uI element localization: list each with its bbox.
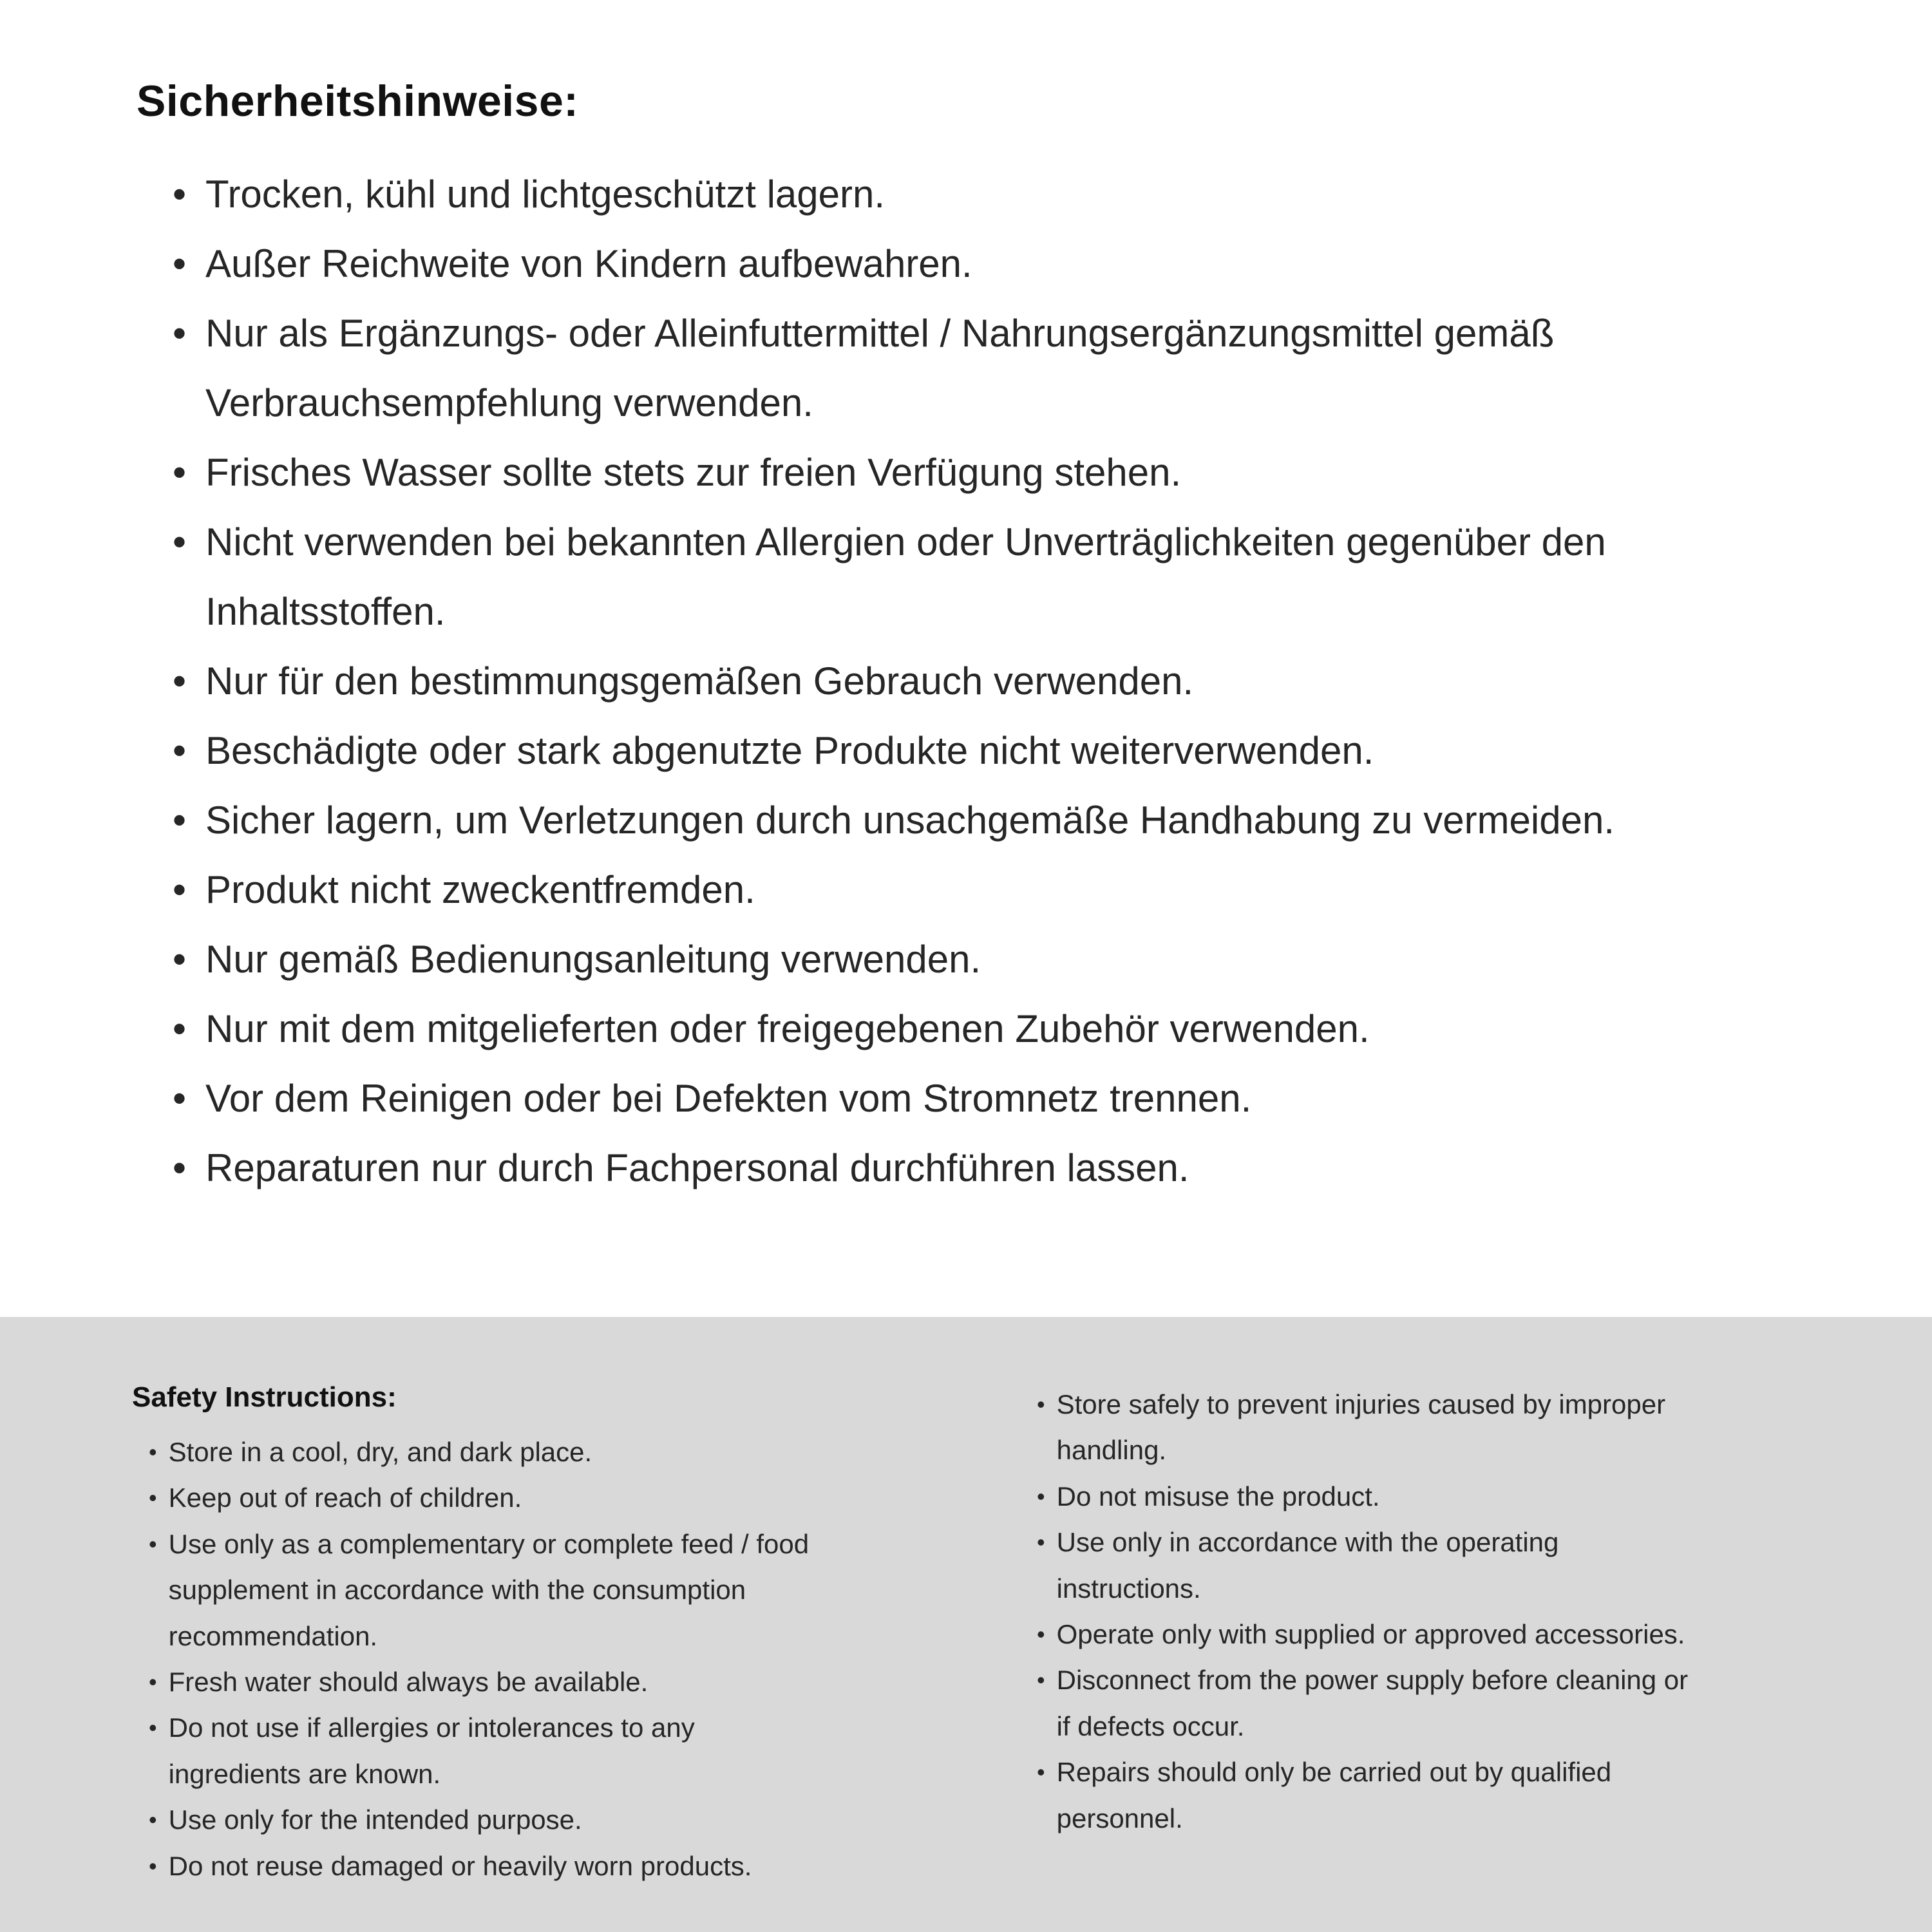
bullet-icon: • (173, 1077, 187, 1120)
list-item-text: Nur gemäß Bedienungsanleitung verwenden. (205, 938, 981, 981)
bullet-icon: • (1037, 1667, 1045, 1694)
german-safety-list-item (173, 855, 1835, 925)
bullet-icon: • (173, 520, 187, 564)
english-left-column (132, 1381, 815, 1889)
bullet-icon: • (173, 1007, 187, 1050)
list-item-text: Do not use if allergies or intolerances to any ingredients are known. (168, 1712, 695, 1789)
bullet-icon: • (173, 173, 187, 216)
german-safety-list-item (173, 925, 1835, 994)
list-item-text: Produkt nicht zweckentfremden. (205, 868, 755, 911)
bullet-icon: • (1037, 1529, 1045, 1556)
english-safety-list-item (149, 1521, 815, 1659)
german-safety-list-item (173, 160, 1835, 229)
list-item-text: Frisches Wasser sollte stets zur freien Verfügung stehen. (205, 451, 1182, 494)
english-safety-list-item (149, 1429, 815, 1475)
german-safety-list (173, 160, 1835, 1203)
bullet-icon: • (173, 242, 187, 285)
german-safety-list-item (173, 716, 1835, 786)
german-safety-list-item (173, 786, 1835, 855)
list-item-text: Fresh water should always be available. (168, 1666, 649, 1697)
list-item-text: Reparaturen nur durch Fachpersonal durchführen lassen. (205, 1146, 1189, 1189)
list-item-text: Beschädigte oder stark abgenutzte Produkte nicht weiterverwenden. (205, 729, 1374, 772)
list-item-text: Disconnect from the power supply before cleaning or if defects occur. (1056, 1665, 1689, 1741)
german-safety-list-item (173, 994, 1835, 1064)
bullet-icon: • (149, 1530, 157, 1557)
bullet-icon: • (149, 1439, 157, 1465)
bullet-icon: • (173, 799, 187, 842)
bullet-icon: • (1037, 1620, 1045, 1647)
bullet-icon: • (149, 1852, 157, 1879)
english-safety-section (0, 1317, 1932, 1932)
bullet-icon: • (1037, 1482, 1045, 1510)
bullet-icon: • (173, 451, 187, 494)
bullet-icon: • (149, 1806, 157, 1833)
english-section-title: Safety Instructions: (132, 1381, 397, 1413)
list-item-text: Sicher lagern, um Verletzungen durch unsachgemäße Handhabung zu vermeiden. (205, 799, 1615, 842)
list-item-text: Nicht verwenden bei bekannten Allergien oder Unverträglichkeiten gegenüber den Inhaltsstoffen. (205, 520, 1606, 633)
english-safety-list-item (1037, 1657, 1719, 1749)
list-item-text: Vor dem Reinigen oder bei Defekten vom Stromnetz trennen. (205, 1077, 1252, 1120)
list-item-text: Repairs should only be carried out by qualified personnel. (1056, 1757, 1612, 1833)
english-safety-list-item (1037, 1749, 1719, 1841)
english-safety-list-right (1037, 1381, 1719, 1841)
list-item-text: Operate only with supplied or approved accessories. (1056, 1618, 1685, 1649)
bullet-icon: • (173, 729, 187, 772)
german-safety-list-item (173, 647, 1835, 716)
bullet-icon: • (173, 659, 187, 703)
bullet-icon: • (149, 1714, 157, 1741)
german-safety-list-item (173, 299, 1835, 438)
bullet-icon: • (173, 938, 187, 981)
list-item-text: Use only for the intended purpose. (168, 1804, 582, 1835)
list-item-text: Keep out of reach of children. (168, 1482, 522, 1513)
bullet-icon: • (173, 312, 187, 355)
list-item-text: Nur mit dem mitgelieferten oder freigegebenen Zubehör verwenden. (205, 1007, 1370, 1050)
list-item-text: Außer Reichweite von Kindern aufbewahren. (205, 242, 972, 285)
english-safety-list-left (149, 1429, 815, 1889)
list-item-text: Nur für den bestimmungsgemäßen Gebrauch verwenden. (205, 659, 1194, 703)
german-safety-list-item (173, 1133, 1835, 1203)
list-item-text: Store safely to prevent injuries caused by improper handling. (1056, 1389, 1666, 1466)
bullet-icon: • (149, 1484, 157, 1511)
english-safety-list-item (149, 1475, 815, 1520)
english-safety-list-item (149, 1797, 815, 1842)
list-item-text: Store in a cool, dry, and dark place. (168, 1437, 592, 1467)
english-safety-list-item (1037, 1473, 1719, 1519)
english-right-column (1037, 1381, 1719, 1841)
english-safety-list-item (1037, 1519, 1719, 1611)
english-safety-list-item (149, 1705, 815, 1797)
english-safety-list-item (1037, 1381, 1719, 1473)
german-section-title: Sicherheitshinweise: (137, 77, 579, 126)
list-item-text: Use only as a complementary or complete feed / food supplement in accordance with the consumption recommendation. (168, 1528, 810, 1651)
english-safety-list-item (149, 1843, 815, 1889)
german-safety-list-item (173, 438, 1835, 507)
german-safety-list-item (173, 1064, 1835, 1133)
bullet-icon: • (149, 1668, 157, 1695)
english-safety-list-item (149, 1659, 815, 1705)
german-safety-list-item (173, 229, 1835, 299)
list-item-text: Do not reuse damaged or heavily worn products. (168, 1850, 752, 1881)
german-safety-list-item (173, 507, 1835, 647)
bullet-icon: • (173, 1146, 187, 1189)
bullet-icon: • (173, 868, 187, 911)
list-item-text: Do not misuse the product. (1056, 1481, 1380, 1511)
list-item-text: Nur als Ergänzungs- oder Alleinfuttermittel / Nahrungsergänzungsmittel gemäß Verbrauchsempfehlung verwenden. (205, 312, 1555, 424)
list-item-text: Trocken, kühl und lichtgeschützt lagern. (205, 173, 886, 216)
bullet-icon: • (1037, 1759, 1045, 1786)
list-item-text: Use only in accordance with the operating instructions. (1056, 1527, 1559, 1604)
english-safety-list-item (1037, 1611, 1719, 1657)
bullet-icon: • (1037, 1391, 1045, 1417)
